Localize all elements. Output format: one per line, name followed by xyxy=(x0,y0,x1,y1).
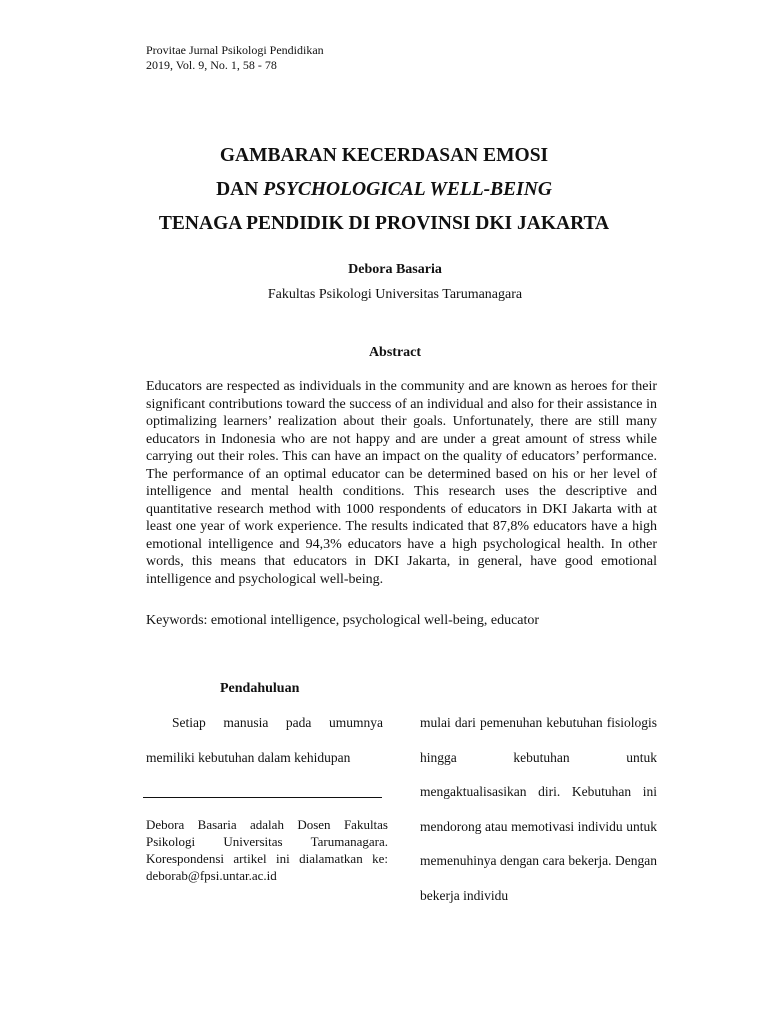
title-line-3: TENAGA PENDIDIK DI PROVINSI DKI JAKARTA xyxy=(158,213,610,234)
abstract-heading: Abstract xyxy=(368,345,422,360)
body-column-left xyxy=(146,706,383,775)
author-footnote: Debora Basaria adalah Dosen Fakultas Psikologi Universitas Tarumanagara. Korespondensi artikel ini dialamatkan ke: deborab@fpsi.untar.ac.id xyxy=(146,817,388,883)
author-affiliation: Fakultas Psikologi Universitas Tarumanagara xyxy=(267,287,523,302)
title-line-2-italic: PSYCHOLOGICAL WELL-BEING xyxy=(263,179,552,200)
author-name: Debora Basaria xyxy=(348,262,442,277)
journal-header xyxy=(146,43,324,73)
title-line-2 xyxy=(0,173,768,207)
footnote-divider xyxy=(143,797,382,798)
section-heading: Pendahuluan xyxy=(220,681,300,696)
keywords: Keywords: emotional intelligence, psychological well-being, educator xyxy=(146,613,540,628)
journal-issue: 2019, Vol. 9, No. 1, 58 - 78 xyxy=(146,58,277,72)
title-line-2-prefix: DAN xyxy=(216,179,264,200)
article-title xyxy=(0,139,768,241)
body-column-right: mulai dari pemenuhan kebutuhan fisiologis hingga kebutuhan untuk mengaktualisasikan diri. Kebutuhan ini mendorong atau memotivasi individu untuk memenuhinya dengan cara bekerja. Dengan bekerja individu xyxy=(420,715,657,903)
journal-name: Provitae Jurnal Psikologi Pendidikan xyxy=(146,43,324,57)
abstract-body: Educators are respected as individuals in the community and are known as heroes for their significant contributions toward the success of an individual and also for their assistance in optimalizing learners’ realization about their goals. Unfortunately, there are still many educators in Indonesia who are not happy and are under a great amount of stress while carrying out their roles. This can have an impact on the quality of educators’ performance. The performance of an optimal educator can be determined based on his or her level of intelligence and mental health conditions. This research uses the descriptive and quantitative research method with 1000 respondents of educators in DKI Jakarta with at least one year of work experience. The results indicated that 87,8% educators have a high emotional intelligence and 94,3% educators have a high psychological health. In other words, this means that educators in DKI Jakarta, in general, have good emotional intelligence and psychological well-being. xyxy=(146,379,657,587)
title-line-1: GAMBARAN KECERDASAN EMOSI xyxy=(219,145,549,166)
body-left-text: Setiap manusia pada umumnya memiliki kebutuhan dalam kehidupan xyxy=(146,715,383,765)
